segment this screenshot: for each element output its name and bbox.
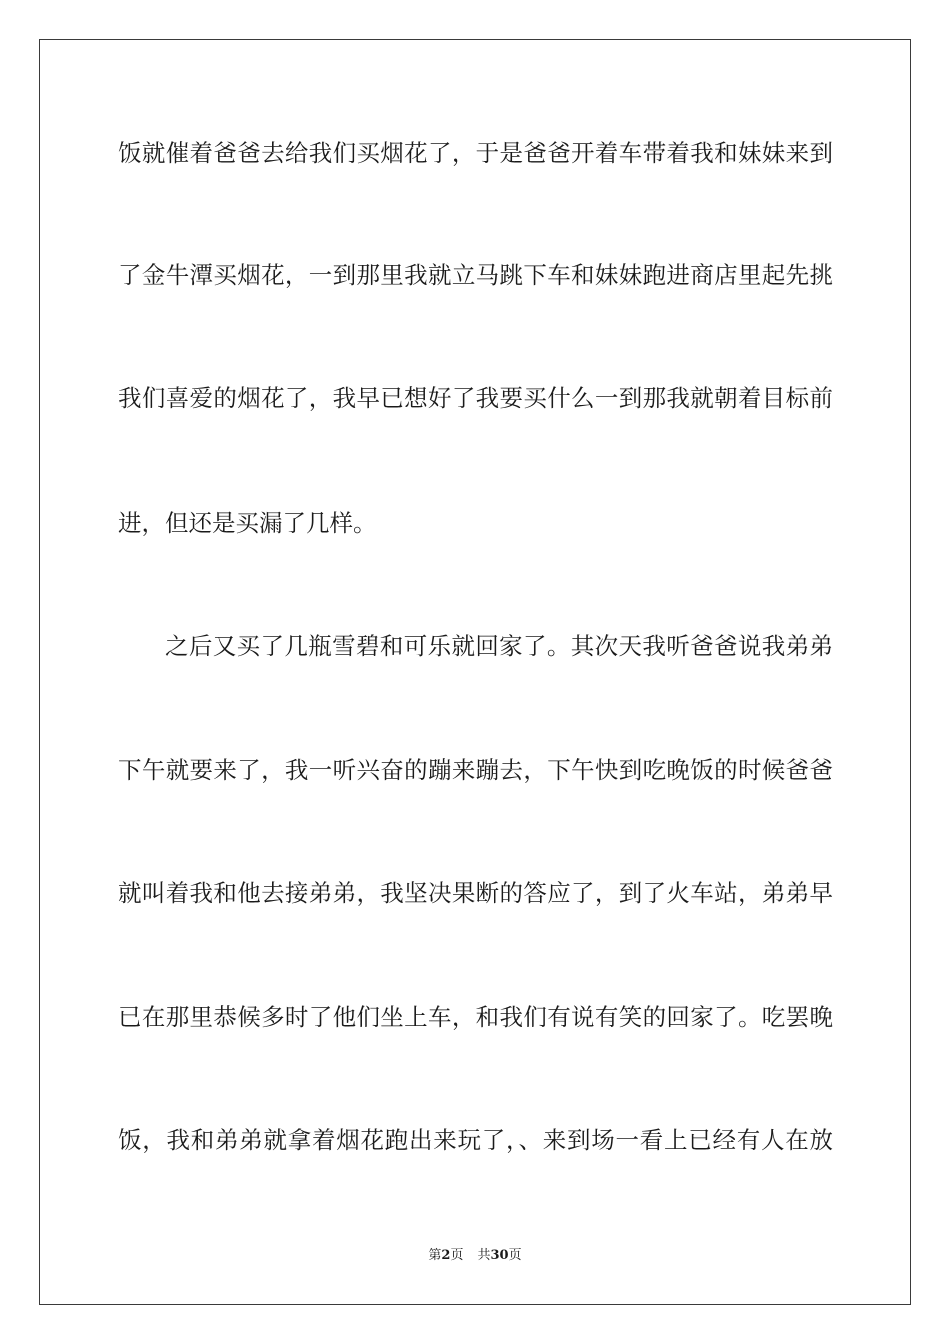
page-number: 2: [441, 1248, 451, 1263]
page-suffix: 页: [450, 1248, 464, 1263]
page-footer: [0, 1247, 950, 1265]
body-text-line: 了金牛潭买烟花，一到那里我就立马跳下车和妹妹跑进商店里起先挑: [118, 261, 833, 289]
body-text-line: 饭，我和弟弟就拿着烟花跑出来玩了，、来到场一看上已经有人在放: [118, 1126, 833, 1154]
body-text-line: 进，但还是买漏了几样。: [118, 509, 377, 537]
paragraph-first-line: 之后又买了几瓶雪碧和可乐就回家了。其次天我听爸爸说我弟弟: [165, 632, 833, 660]
body-text-line: 已在那里恭候多时了他们坐上车，和我们有说有笑的回家了。吃罢晚: [118, 1003, 833, 1031]
body-text-line: 饭就催着爸爸去给我们买烟花了，于是爸爸开着车带着我和妹妹来到: [118, 139, 833, 167]
page-prefix: 第: [428, 1248, 442, 1263]
total-pages: 30: [490, 1248, 509, 1263]
total-prefix: 共: [477, 1248, 491, 1263]
body-text-line: 下午就要来了，我一听兴奋的蹦来蹦去，下午快到吃晚饭的时候爸爸: [118, 756, 833, 784]
page-border: [39, 39, 911, 1305]
body-text-line: 就叫着我和他去接弟弟，我坚决果断的答应了，到了火车站，弟弟早: [118, 879, 833, 907]
body-text-line: 我们喜爱的烟花了，我早已想好了我要买什么一到那我就朝着目标前: [118, 384, 833, 412]
total-suffix: 页: [508, 1248, 522, 1263]
